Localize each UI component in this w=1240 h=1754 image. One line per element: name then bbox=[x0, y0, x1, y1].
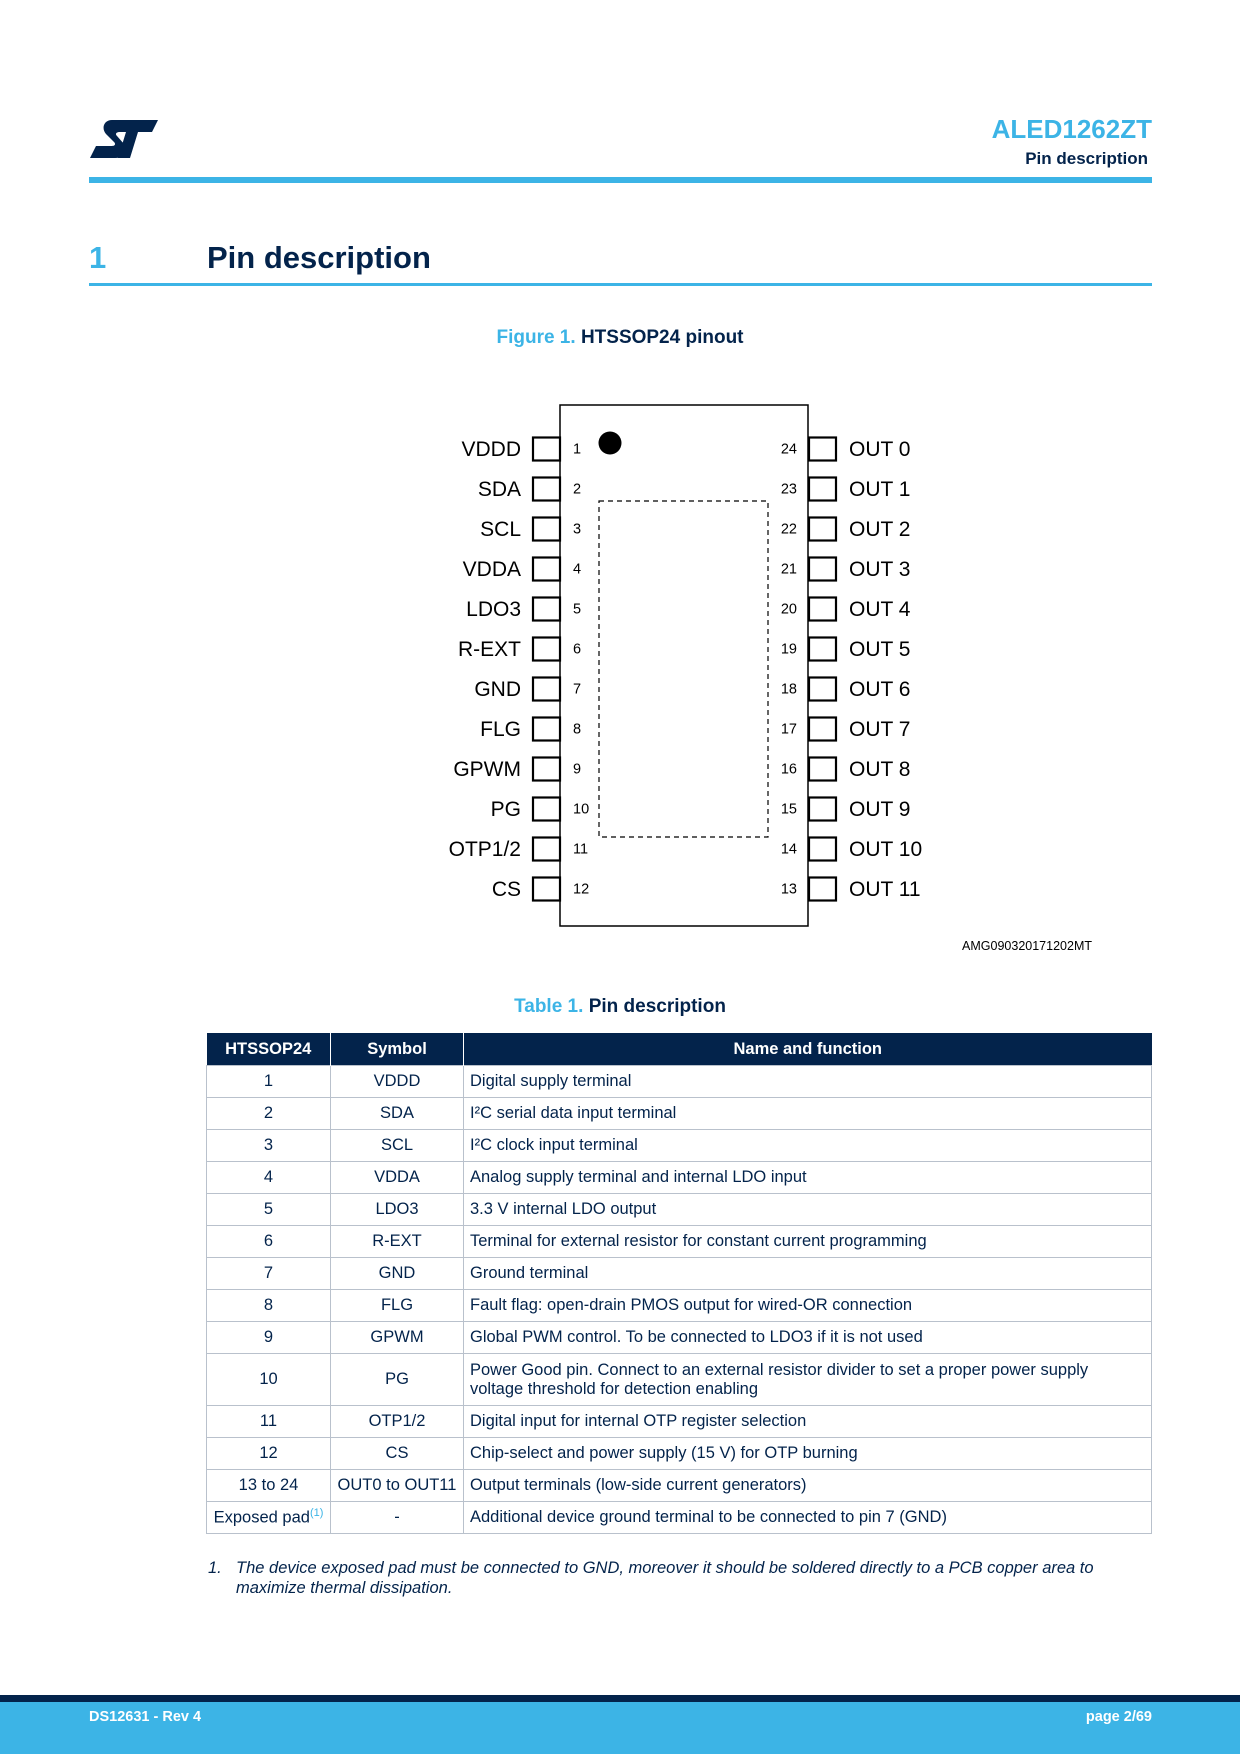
table-footnote bbox=[208, 1558, 1152, 1598]
pin-pad bbox=[533, 638, 560, 661]
header-name-and-function: Name and function bbox=[464, 1033, 1152, 1066]
pin-number-label: 15 bbox=[780, 801, 797, 818]
table-row bbox=[207, 1438, 1152, 1470]
pin-name: OUT 3 bbox=[849, 558, 911, 581]
pin-pad bbox=[809, 718, 836, 741]
pin-name: OUT 11 bbox=[849, 878, 921, 901]
pin-pad bbox=[533, 838, 560, 861]
pin-function: Analog supply terminal and internal LDO input bbox=[464, 1162, 1152, 1194]
pin-number-label: 18 bbox=[780, 681, 797, 698]
pin-number: 5 bbox=[207, 1194, 331, 1226]
pin-pad bbox=[809, 598, 836, 621]
pin-symbol: SDA bbox=[331, 1098, 464, 1130]
pin-number-label: 7 bbox=[573, 681, 582, 698]
section-rule bbox=[89, 283, 1152, 286]
pin-15 bbox=[781, 798, 911, 822]
pin-pad bbox=[809, 518, 836, 541]
pin-pad bbox=[809, 878, 836, 901]
figure-code: AMG090320171202MT bbox=[962, 939, 1092, 953]
footnote-number: 1. bbox=[208, 1559, 222, 1577]
pin-function: 3.3 V internal LDO output bbox=[464, 1194, 1152, 1226]
pin-function: Chip-select and power supply (15 V) for OTP burning bbox=[464, 1438, 1152, 1470]
pin-function: Output terminals (low-side current generators) bbox=[464, 1470, 1152, 1502]
pin-number-label: 4 bbox=[573, 561, 582, 578]
table-caption bbox=[0, 996, 1240, 1018]
document-title: ALED1262ZT bbox=[991, 114, 1152, 144]
pin-17 bbox=[781, 718, 911, 742]
table-row bbox=[207, 1226, 1152, 1258]
pin-name: OTP1/2 bbox=[448, 838, 521, 861]
pin-name: OUT 2 bbox=[849, 518, 911, 541]
pin-number-label: 19 bbox=[780, 641, 797, 658]
header-section: Pin description bbox=[1025, 149, 1148, 168]
header-symbol: Symbol bbox=[331, 1033, 464, 1066]
pin-function: Digital supply terminal bbox=[464, 1066, 1152, 1098]
exposed-pad-outline bbox=[599, 501, 768, 837]
exposed-pad-label: Exposed pad bbox=[213, 1508, 310, 1527]
header-rule bbox=[89, 177, 1152, 183]
pin-23 bbox=[781, 478, 911, 502]
pin-number: 11 bbox=[207, 1406, 331, 1438]
pin-number-label: 5 bbox=[573, 601, 582, 618]
pin-symbol: GPWM bbox=[331, 1322, 464, 1354]
pin-symbol: OTP1/2 bbox=[331, 1406, 464, 1438]
table-row bbox=[207, 1098, 1152, 1130]
pin-pad bbox=[809, 638, 836, 661]
pin-number-label: 17 bbox=[780, 721, 797, 738]
pin-12 bbox=[492, 878, 589, 902]
pin-name: R-EXT bbox=[458, 638, 521, 661]
pin-5 bbox=[466, 598, 581, 622]
table-row bbox=[207, 1162, 1152, 1194]
pin1-marker-dot bbox=[599, 432, 622, 455]
pin-symbol: SCL bbox=[331, 1130, 464, 1162]
pin-pad bbox=[533, 878, 560, 901]
pin-pad bbox=[533, 518, 560, 541]
pin-name: OUT 5 bbox=[849, 638, 911, 661]
table-row bbox=[207, 1502, 1152, 1534]
pin-name: OUT 1 bbox=[849, 478, 911, 501]
pin-number: 4 bbox=[207, 1162, 331, 1194]
pin-pad bbox=[533, 438, 560, 461]
pin-16 bbox=[781, 758, 911, 782]
pin-pad bbox=[533, 718, 560, 741]
pin-22 bbox=[781, 518, 911, 542]
pin-name: OUT 0 bbox=[849, 438, 911, 461]
pin-function: Power Good pin. Connect to an external resistor divider to set a proper power supply voltage threshold for detection enabling bbox=[464, 1354, 1152, 1406]
pin-pad bbox=[533, 598, 560, 621]
pin-19 bbox=[781, 638, 911, 662]
pin-number-label: 6 bbox=[573, 641, 582, 658]
footnote-ref[interactable]: (1) bbox=[309, 1507, 324, 1520]
pin-pad bbox=[533, 758, 560, 781]
table-row bbox=[207, 1406, 1152, 1438]
pinout-diagram bbox=[0, 380, 1240, 960]
st-logo bbox=[88, 118, 160, 160]
pin-pad bbox=[809, 798, 836, 821]
pin-pad bbox=[533, 478, 560, 501]
pin-number: 6 bbox=[207, 1226, 331, 1258]
pin-1 bbox=[461, 438, 581, 462]
table-row bbox=[207, 1322, 1152, 1354]
pin-function: Terminal for external resistor for constant current programming bbox=[464, 1226, 1152, 1258]
pin-symbol: VDDD bbox=[331, 1066, 464, 1098]
pin-name: OUT 6 bbox=[849, 678, 911, 701]
pin-number: 12 bbox=[207, 1438, 331, 1470]
table-header-row bbox=[207, 1033, 1152, 1066]
pin-name: OUT 4 bbox=[849, 598, 911, 621]
pin-number bbox=[207, 1502, 331, 1534]
pin-name: GND bbox=[474, 678, 521, 701]
pin-number-label: 3 bbox=[573, 521, 582, 538]
figure-title: HTSSOP24 pinout bbox=[580, 327, 744, 348]
pin-18 bbox=[781, 678, 911, 702]
pin-number-label: 2 bbox=[573, 481, 582, 498]
pin-7 bbox=[474, 678, 581, 702]
pin-name: LDO3 bbox=[466, 598, 521, 621]
pin-name: SCL bbox=[480, 518, 521, 541]
pin-number-label: 16 bbox=[780, 761, 797, 778]
pin-number: 9 bbox=[207, 1322, 331, 1354]
pin-function: Global PWM control. To be connected to LDO3 if it is not used bbox=[464, 1322, 1152, 1354]
pin-name: VDDA bbox=[462, 558, 521, 581]
pin-number: 1 bbox=[207, 1066, 331, 1098]
pin-number-label: 10 bbox=[573, 801, 590, 818]
pin-3 bbox=[480, 518, 581, 542]
pin-name: FLG bbox=[480, 718, 521, 741]
pin-symbol: OUT0 to OUT11 bbox=[331, 1470, 464, 1502]
pin-10 bbox=[491, 798, 589, 822]
table-title: Pin description bbox=[588, 996, 726, 1017]
pin-pad bbox=[809, 478, 836, 501]
pin-21 bbox=[781, 558, 911, 582]
pin-symbol: LDO3 bbox=[331, 1194, 464, 1226]
pin-number: 10 bbox=[207, 1354, 331, 1406]
pin-symbol: GND bbox=[331, 1258, 464, 1290]
table-row bbox=[207, 1130, 1152, 1162]
pin-number-label: 12 bbox=[573, 881, 590, 898]
pin-name: OUT 10 bbox=[849, 838, 923, 861]
table-row bbox=[207, 1290, 1152, 1322]
pin-function: Additional device ground terminal to be connected to pin 7 (GND) bbox=[464, 1502, 1152, 1534]
pin-number-label: 14 bbox=[780, 841, 797, 858]
pin-pad bbox=[809, 558, 836, 581]
footnote-text: The device exposed pad must be connected to GND, moreover it should be soldered directly to a PCB copper area to maximize thermal dissipation. bbox=[236, 1559, 1094, 1597]
pin-number: 7 bbox=[207, 1258, 331, 1290]
pin-name: CS bbox=[491, 878, 521, 901]
pin-name: GPWM bbox=[453, 758, 521, 781]
table-row bbox=[207, 1066, 1152, 1098]
chip-body bbox=[560, 405, 808, 926]
pin-description-table bbox=[206, 1033, 1152, 1534]
table-row bbox=[207, 1194, 1152, 1226]
pin-pad bbox=[809, 438, 836, 461]
pin-symbol: R-EXT bbox=[331, 1226, 464, 1258]
pin-number-label: 13 bbox=[780, 881, 797, 898]
pin-4 bbox=[463, 558, 581, 582]
pin-20 bbox=[781, 598, 911, 622]
section-title: Pin description bbox=[207, 240, 431, 275]
pin-pad bbox=[533, 678, 560, 701]
pin-number-label: 8 bbox=[573, 721, 582, 738]
pin-13 bbox=[781, 878, 921, 902]
pin-symbol: PG bbox=[331, 1354, 464, 1406]
pin-pad bbox=[809, 758, 836, 781]
pin-number-label: 21 bbox=[780, 561, 797, 578]
pin-14 bbox=[781, 838, 922, 862]
pin-function: I²C clock input terminal bbox=[464, 1130, 1152, 1162]
pin-number-label: 24 bbox=[780, 441, 797, 458]
pin-symbol: - bbox=[331, 1502, 464, 1534]
pin-name: PG bbox=[490, 798, 521, 821]
pin-name: OUT 7 bbox=[849, 718, 911, 741]
pin-number: 3 bbox=[207, 1130, 331, 1162]
pin-pad bbox=[809, 838, 836, 861]
pin-name: VDDD bbox=[461, 438, 521, 461]
pin-pad bbox=[809, 678, 836, 701]
footer-doc-ref: DS12631 - Rev 4 bbox=[89, 1709, 202, 1725]
pin-function: Fault flag: open-drain PMOS output for wired-OR connection bbox=[464, 1290, 1152, 1322]
pin-number-label: 9 bbox=[573, 761, 582, 778]
pin-symbol: CS bbox=[331, 1438, 464, 1470]
footer-rule bbox=[0, 1695, 1240, 1702]
pin-24 bbox=[781, 438, 911, 462]
pin-number-label: 23 bbox=[780, 481, 797, 498]
pin-number-label: 22 bbox=[780, 521, 797, 538]
header-htssop24: HTSSOP24 bbox=[207, 1033, 331, 1066]
pin-11 bbox=[449, 838, 588, 862]
pin-symbol: FLG bbox=[331, 1290, 464, 1322]
pin-2 bbox=[478, 478, 581, 502]
table-row bbox=[207, 1470, 1152, 1502]
pin-number: 8 bbox=[207, 1290, 331, 1322]
pin-number: 2 bbox=[207, 1098, 331, 1130]
pin-number-label: 11 bbox=[573, 841, 589, 858]
pin-function: I²C serial data input terminal bbox=[464, 1098, 1152, 1130]
pin-number: 13 to 24 bbox=[207, 1470, 331, 1502]
table-row bbox=[207, 1354, 1152, 1406]
pin-function: Digital input for internal OTP register selection bbox=[464, 1406, 1152, 1438]
pin-name: OUT 9 bbox=[849, 798, 911, 821]
pin-pad bbox=[533, 558, 560, 581]
table-row bbox=[207, 1258, 1152, 1290]
section-number: 1 bbox=[89, 240, 107, 275]
pin-name: OUT 8 bbox=[849, 758, 911, 781]
pin-9 bbox=[453, 758, 581, 782]
pin-symbol: VDDA bbox=[331, 1162, 464, 1194]
pin-8 bbox=[480, 718, 581, 742]
figure-caption bbox=[0, 327, 1240, 349]
figure-label: Figure 1. bbox=[496, 327, 576, 348]
pin-6 bbox=[458, 638, 581, 662]
pin-pad bbox=[533, 798, 560, 821]
pin-number-label: 1 bbox=[573, 441, 582, 458]
pin-name: SDA bbox=[477, 478, 521, 501]
pin-number-label: 20 bbox=[780, 601, 797, 618]
footer-page-number: page 2/69 bbox=[1085, 1709, 1152, 1725]
table-label: Table 1. bbox=[514, 996, 584, 1017]
pin-function: Ground terminal bbox=[464, 1258, 1152, 1290]
